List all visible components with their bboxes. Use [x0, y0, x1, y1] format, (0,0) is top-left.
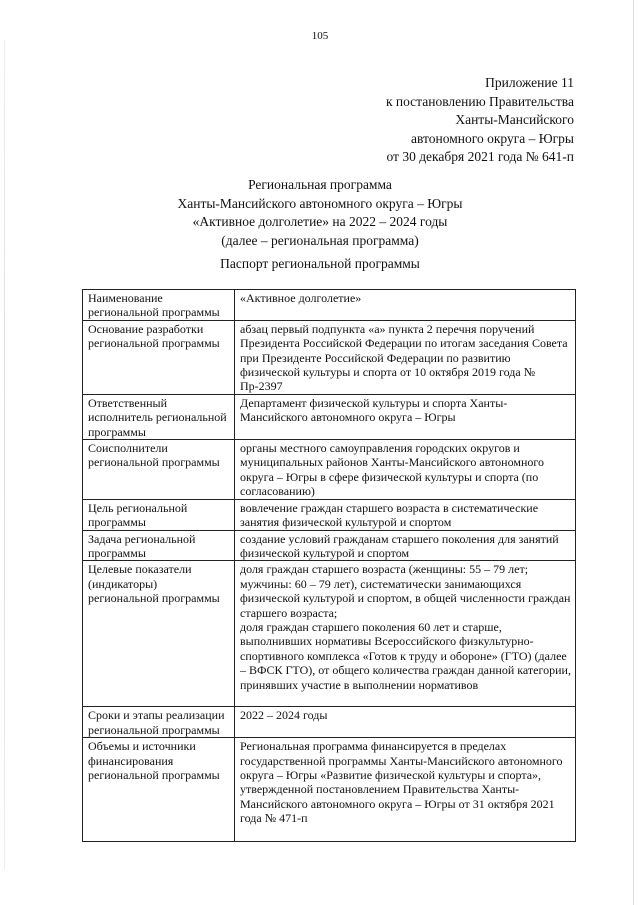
table-row — [83, 320, 576, 394]
title-line: (далее – региональная программа) — [221, 232, 419, 248]
scan-edge-right — [633, 0, 634, 905]
passport-title: Паспорт региональной программы — [220, 256, 420, 271]
row-value: Региональная программа финансируется в пределах государственной программы Ханты-Мансийского автономного округа – Югры «Развитие физической культуры и спорта», утвержденной постановлением Правительства Ханты-Мансийского автономного округа – Югры от 31 октября 2021 года № 471-п — [235, 738, 576, 842]
row-label: Объемы и источники финансирования региональной программы — [83, 738, 235, 842]
table-row — [83, 707, 576, 738]
row-label: Соисполнители региональной программы — [83, 440, 235, 500]
appendix-line: Приложение 11 — [485, 75, 574, 90]
title-line: Ханты-Мансийского автономного округа – Югры — [177, 195, 463, 211]
row-value: Департамент физической культуры и спорта Ханты-Мансийского автономного округа – Югры — [235, 394, 576, 439]
title-line: «Активное долголетие» на 2022 – 2024 годы — [192, 214, 448, 229]
row-label: Основание разработки региональной программы — [83, 320, 235, 394]
row-value: создание условий гражданам старшего поколения для занятий физической культурой и спортом — [235, 530, 576, 561]
title-line: Региональная программа — [248, 177, 392, 192]
row-label: Наименование региональной программы — [83, 290, 235, 321]
appendix-line: к постановлению Правительства — [385, 93, 574, 109]
row-label: Задача региональной программы — [83, 530, 235, 561]
table-row — [83, 499, 576, 530]
row-value: доля граждан старшего возраста (женщины: 55 – 79 лет; мужчины: 60 – 79 лет), систематически занимающихся физической культурой и спортом, в общей численности граждан старшего возраста; доля граждан старшего поколения 60 лет и старше, выполнивших нормативы Всероссийского физкультурно-спортивного комплекса «Готов к труду и обороне» (ГТО) (далее – ВФСК ГТО), от общего количества граждан данной категории, принявших участие в выполнении нормативов — [235, 561, 576, 707]
table-row — [83, 530, 576, 561]
page-number: 105 — [311, 30, 329, 42]
table-row — [83, 440, 576, 500]
row-value: вовлечение граждан старшего возраста в систематические занятия физической культурой и спортом — [235, 499, 576, 530]
row-value: 2022 – 2024 годы — [235, 707, 576, 738]
row-value: органы местного самоуправления городских округов и муниципальных районов Ханты-Мансийского автономного округа – Югры в сфере физической культуры и спорта (по согласованию) — [235, 440, 576, 500]
table-row — [83, 394, 576, 439]
table-row — [83, 290, 576, 321]
row-label: Ответственный исполнитель региональной программы — [83, 394, 235, 439]
appendix-line: автономного округа – Югры — [411, 130, 574, 146]
scan-edge-left — [4, 40, 5, 870]
row-value: «Активное долголетие» — [235, 290, 576, 321]
table-row — [83, 738, 576, 842]
row-label: Цель региональной программы — [83, 499, 235, 530]
row-label: Целевые показатели (индикаторы) региональной программы — [83, 561, 235, 707]
appendix-header — [386, 74, 574, 167]
passport-table — [82, 289, 576, 842]
row-value: абзац первый подпункта «а» пункта 2 перечня поручений Президента Российской Федерации по итогам заседания Совета при Президенте Российской Федерации по развитию физической культуры и спорта от 10 октября 2019 года № Пр-2397 — [235, 320, 576, 394]
document-title — [0, 176, 640, 250]
appendix-line: Ханты-Мансийского — [455, 112, 574, 127]
appendix-line: от 30 декабря 2021 года № 641-п — [386, 149, 574, 164]
table-row — [83, 561, 576, 707]
row-label: Сроки и этапы реализации региональной программы — [83, 707, 235, 738]
